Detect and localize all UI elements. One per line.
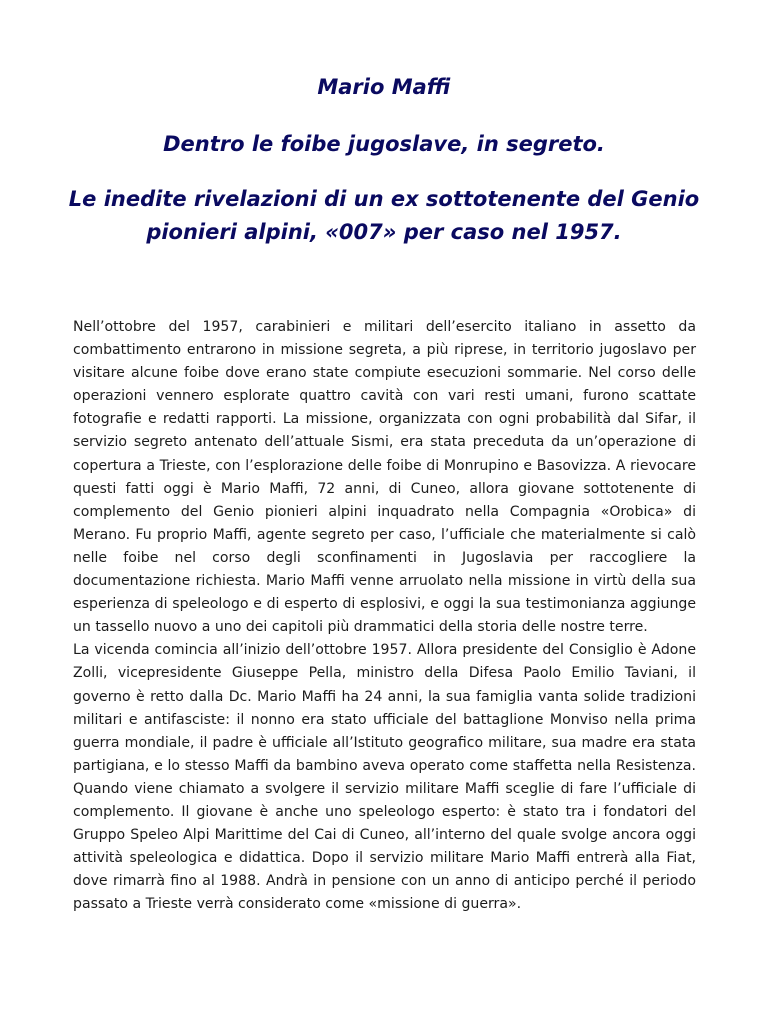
article-subtitle: Dentro le foibe jugoslave, in segreto. xyxy=(163,132,605,156)
author-heading: Mario Maffi xyxy=(317,75,451,99)
article-headline: Le inedite rivelazioni di un ex sottotenente del Genio pionieri alpini, «007» per caso nel 1957. xyxy=(68,187,700,244)
body-paragraph-1: Nell’ottobre del 1957, carabinieri e militari dell’esercito italiano in assetto da combattimento entrarono in missione segreta, a più riprese, in territorio jugoslavo per visitare alcune foibe dove erano state compiute esecuzioni sommarie. Nel corso delle operazioni vennero esplorate quattro cavità con vari resti umani, furono scattate fotografie e redatti rapporti. La missione, organizzata con ogni probabilità dal Sifar, il servizio segreto antenato dell’attuale Sismi, era stata preceduta da un’operazione di copertura a Trieste, con l’esplorazione delle foibe di Monrupino e Basovizza. A rievocare questi fatti oggi è Mario Maffi, 72 anni, di Cuneo, allora giovane sottotenente di complemento del Genio pionieri alpini inquadrato nella Compagnia «Orobica» di Merano. Fu proprio Maffi, agente segreto per caso, l’ufficiale che materialmente si calò nelle foibe nel corso degli sconfinamenti in Jugoslavia per raccogliere la documentazione richiesta. Mario Maffi venne arruolato nella missione in virtù della sua esperienza di speleologo e di esperto di esplosivi, e oggi la sua testimonianza aggiunge un tassello nuovo a uno dei capitoli più drammatici della storia delle nostre terre. xyxy=(73,319,696,636)
body-paragraph-2: La vicenda comincia all’inizio dell’ottobre 1957. Allora presidente del Consiglio è Adone Zolli, vicepresidente Giuseppe Pella, ministro della Difesa Paolo Emilio Taviani, il governo è retto dalla Dc. Mario Maffi ha 24 anni, la sua famiglia vanta solide tradizioni militari e antifasciste: il nonno era stato ufficiale del battaglione Monviso nella prima guerra mondiale, il padre è ufficiale all’Istituto geografico militare, sua madre era stata partigiana, e lo stesso Maffi da bambino aveva operato come staffetta nella Resistenza. Quando viene chiamato a svolgere il servizio militare Maffi sceglie di fare l’ufficiale di complemento. Il giovane è anche uno speleologo esperto: è stato tra i fondatori del Gruppo Speleo Alpi Marittime del Cai di Cuneo, all’interno del quale svolge ancora oggi attività speleologica e didattica. Dopo il servizio militare Mario Maffi entrerà alla Fiat, dove rimarrà fino al 1988. Andrà in pensione con un anno di anticipo perché il periodo passato a Trieste verrà considerato come «missione di guerra». xyxy=(73,642,696,913)
article-body xyxy=(73,316,696,916)
